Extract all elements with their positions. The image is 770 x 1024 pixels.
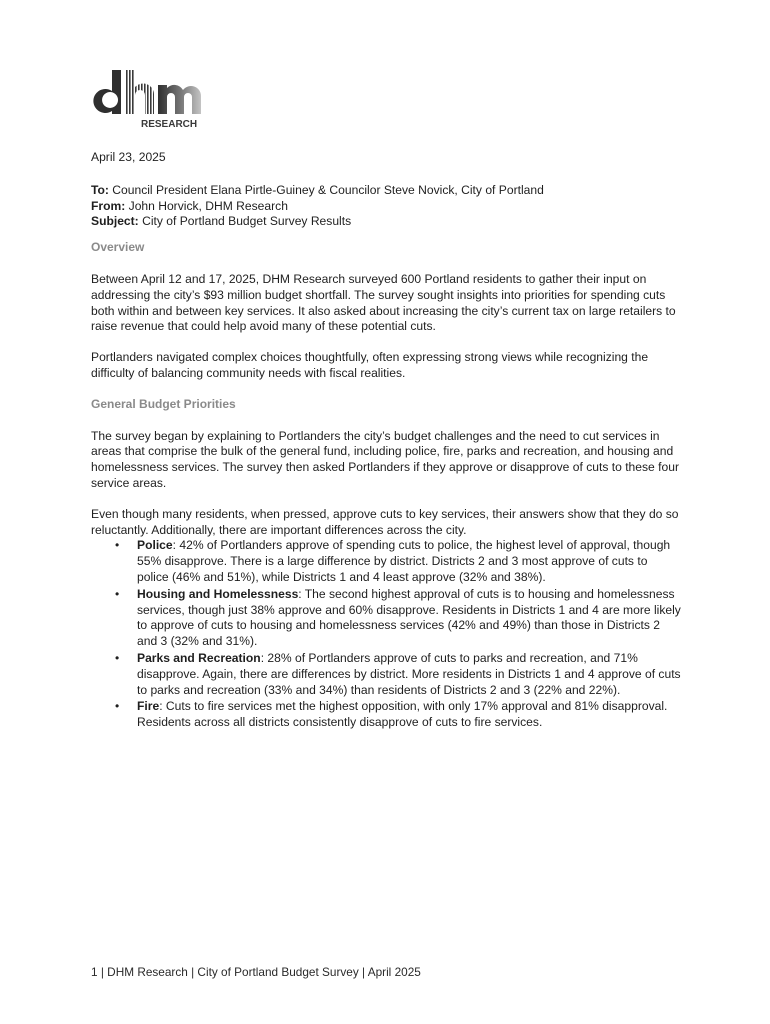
logo-mark: [90, 68, 210, 132]
memo-subject-line: [91, 214, 681, 230]
memo-to-value: Council President Elana Pirtle-Guiney & Councilor Steve Novick, City of Portland: [112, 182, 544, 197]
bullet-marker: •: [115, 699, 120, 714]
bullet-text: : 28% of Portlanders approve of cuts to parks and recreation, and 71% disapprove. Again, there are differences by district. More residents in Districts 1 and 4 approve of cuts to parks and recreation (33% and 34%) than residents of Districts 2 and 3 (22% and 22%).: [137, 650, 681, 697]
dhm-research-logo: [90, 68, 210, 132]
bullet-marker: •: [115, 586, 120, 601]
bullet-parks: [115, 650, 681, 698]
memo-to-label: To:: [91, 182, 109, 197]
memo-to-line: [91, 183, 681, 199]
bullet-marker: •: [115, 538, 120, 553]
memo-from-label: From:: [91, 198, 126, 213]
priorities-heading: General Budget Priorities: [91, 396, 236, 411]
overview-paragraph-2: Portlanders navigated complex choices thoughtfully, often expressing strong views while recognizing the difficulty of balancing community needs with fiscal realities.: [91, 350, 649, 380]
bullet-text: : 42% of Portlanders approve of spending cuts to police, the highest level of approval, though 55% disapprove. There is a large difference by district. Districts 2 and 3 most approve of cuts to police (46% and 51%), while Districts 1 and 4 least approve (32% and 38%).: [137, 538, 671, 584]
overview-paragraph-1: Between April 12 and 17, 2025, DHM Research surveyed 600 Portland residents to gather their input on addressing the city’s $93 million budget shortfall. The survey sought insights into priorities for spending cuts both within and between key services. It also asked about increasing the city’s current tax on large retailers to raise revenue that could help avoid many of these potential cuts.: [91, 271, 676, 334]
memo-subject-value: City of Portland Budget Survey Results: [142, 214, 352, 229]
bullet-fire: [115, 699, 681, 731]
bullet-term: Police: [137, 538, 173, 553]
memo-body: [91, 150, 681, 732]
priorities-bullet-list: [91, 538, 681, 731]
priorities-paragraph-2: Even though many residents, when pressed, approve cuts to key services, their answers show that they do so reluctantly. Additionally, there are important differences across the city.: [91, 506, 679, 537]
memo-subject-label: Subject:: [91, 214, 139, 229]
bullet-term: Housing and Homelessness: [137, 586, 299, 601]
bullet-term: Fire: [137, 699, 160, 714]
bullet-text: : The second highest approval of cuts is to housing and homelessness services, though just 38% approve and 60% disapprove. Residents in Districts 1 and 4 are more likely to approve of cuts to housing and homelessness services (42% and 49%) than those in Districts 2 and 3 (32% and 31%).: [137, 586, 681, 649]
overview-heading: Overview: [91, 240, 145, 255]
memo-date: April 23, 2025: [91, 150, 166, 164]
memo-from-line: [91, 199, 681, 215]
priorities-paragraph-1: The survey began by explaining to Portlanders the city’s budget challenges and the need to cut services in areas that comprise the bulk of the general fund, including police, fire, parks and recreation, and housing and homelessness services. The survey then asked Portlanders if they approve or disapprove of cuts to these four service areas.: [91, 428, 679, 490]
memo-from-value: John Horvick, DHM Research: [128, 198, 288, 213]
bullet-marker: •: [115, 650, 120, 665]
bullet-police: [115, 538, 681, 585]
bullet-text: : Cuts to fire services met the highest opposition, with only 17% approval and 81% disapproval. Residents across all districts consistently disapprove of cuts to fire services.: [137, 699, 668, 730]
page-footer: 1 | DHM Research | City of Portland Budget Survey | April 2025: [91, 965, 421, 979]
bullet-term: Parks and Recreation: [137, 650, 261, 665]
logo-subtext: RESEARCH: [141, 119, 198, 130]
bullet-housing: [115, 586, 681, 650]
